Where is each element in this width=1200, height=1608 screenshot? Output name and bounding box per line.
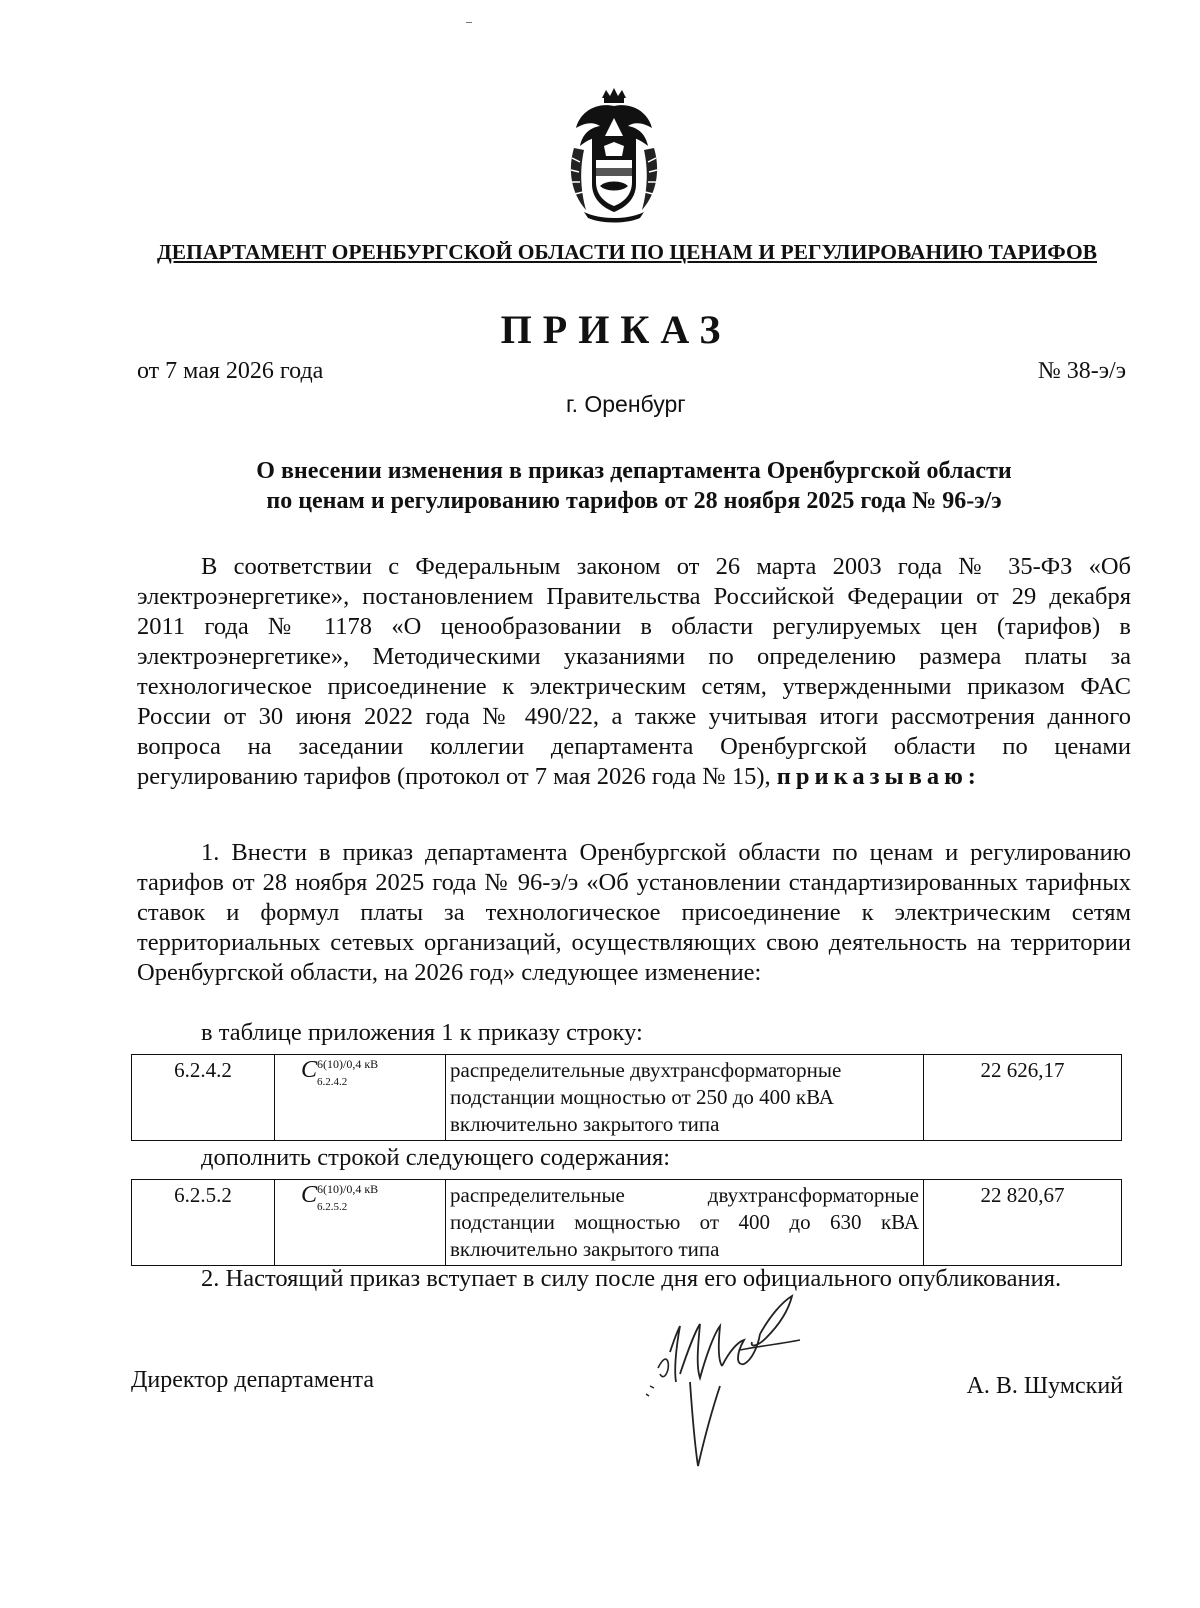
signer-name: А. В. Шумский: [966, 1373, 1123, 1399]
item-2-paragraph: 2. Настоящий приказ вступает в силу после дня его официального опубликования.: [201, 1265, 1062, 1292]
signer-position: Директор департамента: [131, 1367, 374, 1393]
document-title: ПРИКАЗ: [500, 307, 732, 352]
formula-superscript: 6(10)/0,4 кВ: [317, 1182, 379, 1196]
formula-symbol: C 6(10)/0,4 кВ 6.2.5.2: [301, 1182, 317, 1209]
formula-superscript: 6(10)/0,4 кВ: [317, 1057, 379, 1071]
description-line: включительно закрытого типа: [450, 1237, 720, 1261]
table-1-intro: в таблице приложения 1 к приказу строку:: [201, 1019, 643, 1046]
formula-subscript: 6.2.5.2: [317, 1201, 348, 1213]
scan-mark: [466, 22, 472, 23]
table-row: [132, 1055, 1122, 1141]
formula-subscript: 6.2.4.2: [317, 1076, 348, 1088]
row-description: распределительные двухтрансформаторные подстанции мощностью от 250 до 400 кВА включительно закрытого типа: [446, 1055, 924, 1141]
item-1-paragraph: 1. Внести в приказ департамента Оренбургской области по ценам и регулированию тарифов от 28 ноября 2025 года № 96-э/э «Об установлении стандартизированных тарифных ставок и формул платы за технологическое присоединение к электрическим сетям территориальных сетевых организаций, осуществляющих свою деятельность на территории Оренбургской области, на 2026 год» следующее изменение:: [137, 839, 1131, 986]
coat-of-arms-icon: [566, 88, 662, 224]
table-2-intro: дополнить строкой следующего содержания:: [201, 1144, 671, 1171]
row-code: 6.2.5.2: [132, 1180, 275, 1266]
row-formula: [275, 1055, 446, 1141]
order-city: г. Оренбург: [566, 391, 686, 417]
subject-line-2: по ценам и регулированию тарифов от 28 ноября 2025 года № 96-э/э: [266, 488, 1002, 514]
preamble-paragraph: [137, 552, 1131, 792]
formula-symbol: C 6(10)/0,4 кВ 6.2.4.2: [301, 1057, 317, 1084]
order-subject: [137, 456, 1131, 516]
order-number: № 38-э/э: [1037, 358, 1126, 384]
table-row: [132, 1180, 1122, 1266]
department-name: ДЕПАРТАМЕНТ ОРЕНБУРГСКОЙ ОБЛАСТИ ПО ЦЕНАМ И РЕГУЛИРОВАНИЮ ТАРИФОВ: [156, 240, 1098, 264]
rate-table-new: [131, 1179, 1122, 1266]
description-line: распределительные двухтрансформаторные: [450, 1183, 919, 1207]
orders-word: приказываю:: [776, 763, 981, 790]
handwritten-signature: [640, 1290, 860, 1490]
order-date: от 7 мая 2026 года: [137, 358, 324, 384]
preamble-text: В соответствии с Федеральным законом от 26 марта 2003 года № 35-ФЗ «Об электроэнергетике», постановлением Правительства Российской Федерации от 29 декабря 2011 года № 1178 «О ценообразовании в области регулируемых цен (тарифов) в электроэнергетике», Методическими указаниями по определению размера платы за технологическое присоединение к электрическим сетям, утвержденными приказом ФАС России от 30 июня 2022 года № 490/22, а также учитывая итоги рассмотрения данного вопроса на заседании коллегии департамента Оренбургской области по ценами регулированию тарифов (протокол от 7 мая 2026 года № 15),: [137, 553, 1131, 790]
row-value: 22 626,17: [924, 1055, 1122, 1141]
description-line: подстанции мощностью от 400 до 630 кВА: [450, 1210, 919, 1234]
row-formula: [275, 1180, 446, 1266]
row-code: 6.2.4.2: [132, 1055, 275, 1141]
subject-line-1: О внесении изменения в приказ департамента Оренбургской области: [256, 458, 1012, 484]
row-value: 22 820,67: [924, 1180, 1122, 1266]
row-description: [446, 1180, 924, 1266]
rate-table-existing: [131, 1054, 1122, 1141]
